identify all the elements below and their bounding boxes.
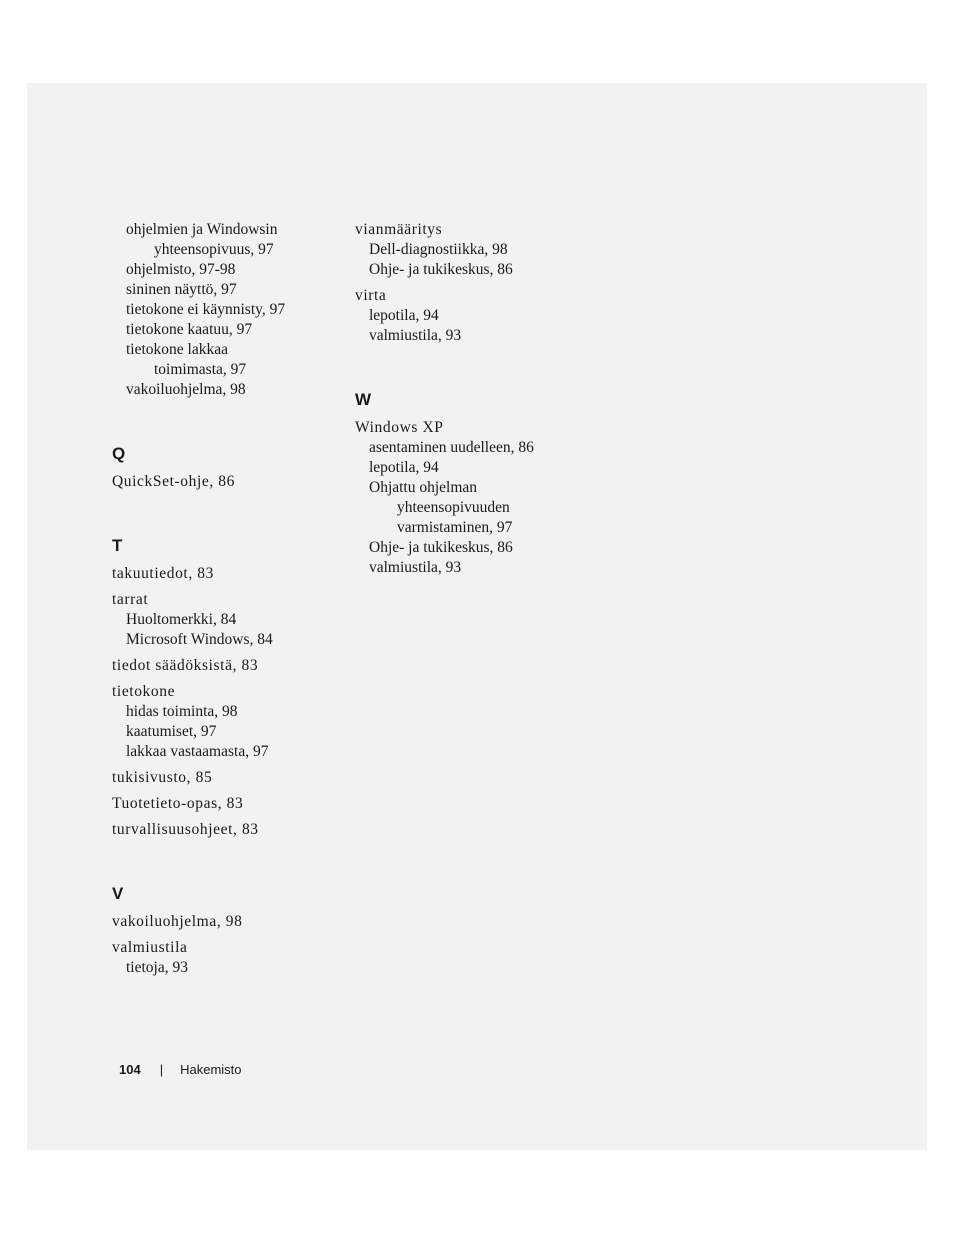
index-subentry: tietokone ei käynnisty, 97 (126, 301, 286, 318)
index-subentry: kaatumiset, 97 (126, 723, 217, 740)
page-footer (119, 1062, 242, 1078)
index-subentry-continued: toimimasta, 97 (154, 361, 247, 378)
footer-separator: | (159, 1062, 164, 1077)
index-entry: tarrat (112, 591, 149, 608)
index-entry: tukisivusto, 85 (112, 769, 213, 786)
index-subentry: Ohje- ja tukikeskus, 86 (369, 539, 513, 556)
section-letter-t: T (112, 536, 123, 555)
footer-section-name: Hakemisto (180, 1062, 242, 1077)
index-subentry: asentaminen uudelleen, 86 (369, 439, 534, 456)
index-subentry-continued: yhteensopivuuden (397, 499, 510, 516)
index-subentry-continued: varmistaminen, 97 (397, 519, 513, 536)
section-letter-v: V (112, 884, 124, 903)
index-entry: Tuotetieto-opas, 83 (112, 795, 244, 812)
section-letter-q: Q (112, 444, 126, 463)
page-number: 104 (119, 1062, 141, 1077)
index-subentry: Ohjattu ohjelman (369, 479, 478, 496)
index-subentry: tietokone kaatuu, 97 (126, 321, 253, 338)
index-subentry: lepotila, 94 (369, 307, 439, 324)
index-entry: tietokone (112, 683, 176, 700)
index-subentry: Microsoft Windows, 84 (126, 631, 273, 648)
index-subentry: lakkaa vastaamasta, 97 (126, 743, 269, 760)
index-entry: turvallisuusohjeet, 83 (112, 821, 259, 838)
index-subentry: Ohje- ja tukikeskus, 86 (369, 261, 513, 278)
index-entry: Windows XP (355, 419, 444, 436)
index-subentry: tietoja, 93 (126, 959, 188, 976)
index-subentry: valmiustila, 93 (369, 559, 462, 576)
index-subentry: tietokone lakkaa (126, 341, 228, 358)
index-subentry: ohjelmien ja Windowsin (126, 221, 278, 238)
index-subentry: vakoiluohjelma, 98 (126, 381, 246, 398)
index-subentry-continued: yhteensopivuus, 97 (154, 241, 274, 258)
index-entry: tiedot säädöksistä, 83 (112, 657, 259, 674)
index-column-right (355, 220, 585, 578)
index-entry: takuutiedot, 83 (112, 565, 214, 582)
index-subentry: valmiustila, 93 (369, 327, 462, 344)
index-subentry: hidas toiminta, 98 (126, 703, 238, 720)
index-entry: vakoiluohjelma, 98 (112, 913, 243, 930)
index-column-left (112, 220, 342, 978)
index-subentry: Huoltomerkki, 84 (126, 611, 237, 628)
section-letter-w: W (355, 390, 372, 409)
index-subentry: ohjelmisto, 97-98 (126, 261, 236, 278)
index-subentry: Dell-diagnostiikka, 98 (369, 241, 508, 258)
index-subentry: lepotila, 94 (369, 459, 439, 476)
index-entry: valmiustila (112, 939, 188, 956)
index-entry: vianmääritys (355, 221, 443, 238)
index-entry: virta (355, 287, 387, 304)
index-subentry: sininen näyttö, 97 (126, 281, 237, 298)
index-entry: QuickSet-ohje, 86 (112, 473, 235, 490)
